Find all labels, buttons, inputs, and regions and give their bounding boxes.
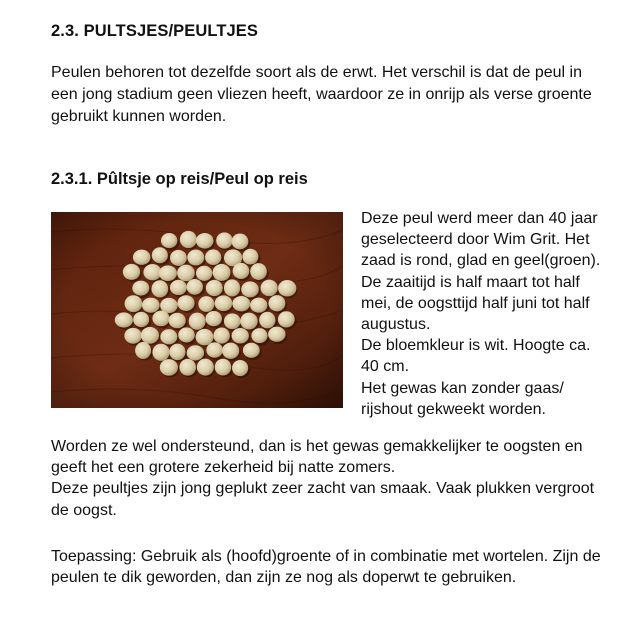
side-paragraph: Deze peul werd meer dan 40 jaar geselecteerd door Wim Grit. Het zaad is rond, glad en geel(groen). — [361, 210, 601, 270]
side-paragraph: De zaaitijd is half maart tot half mei, de oogsttijd half juni tot half augustus. — [361, 273, 590, 334]
side-paragraph: Het gewas kan zonder gaas/ rijshout gekweekt worden. — [361, 379, 564, 418]
flow-paragraph: Worden ze wel ondersteund, dan is het gewas gemakkelijker te oogsten en geeft het een grotere zekerheid bij natte zomers. — [51, 438, 583, 477]
seed-photo — [51, 212, 343, 408]
application-text: Toepassing: Gebruik als (hoofd)groente of in combinatie met wortelen. Zijn de peulen te dik geworden, dan zijn ze nog als doperwt te gebruiken. — [51, 548, 601, 587]
section-heading: 2.3. PULTSJES/PEULTJES — [51, 22, 258, 40]
flow-paragraph: Deze peultjes zijn jong geplukt zeer zacht van smaak. Vaak plukken vergroot de oogst. — [51, 480, 595, 519]
application-paragraph — [51, 546, 611, 588]
intro-paragraph: Peulen behoren tot dezelfde soort als de erwt. Het verschil is dat de peul in een jong stadium geen vliezen heeft, waardoor ze in onrijp als verse groente gebruikt kunnen worden. — [51, 64, 592, 125]
description-full-width — [51, 436, 611, 521]
side-paragraph: De bloemkleur is wit. Hoogte ca. 40 cm. — [361, 337, 591, 376]
description-side-column — [361, 208, 611, 420]
subsection-heading: 2.3.1. Pûltsje op reis/Peul op reis — [51, 170, 308, 188]
